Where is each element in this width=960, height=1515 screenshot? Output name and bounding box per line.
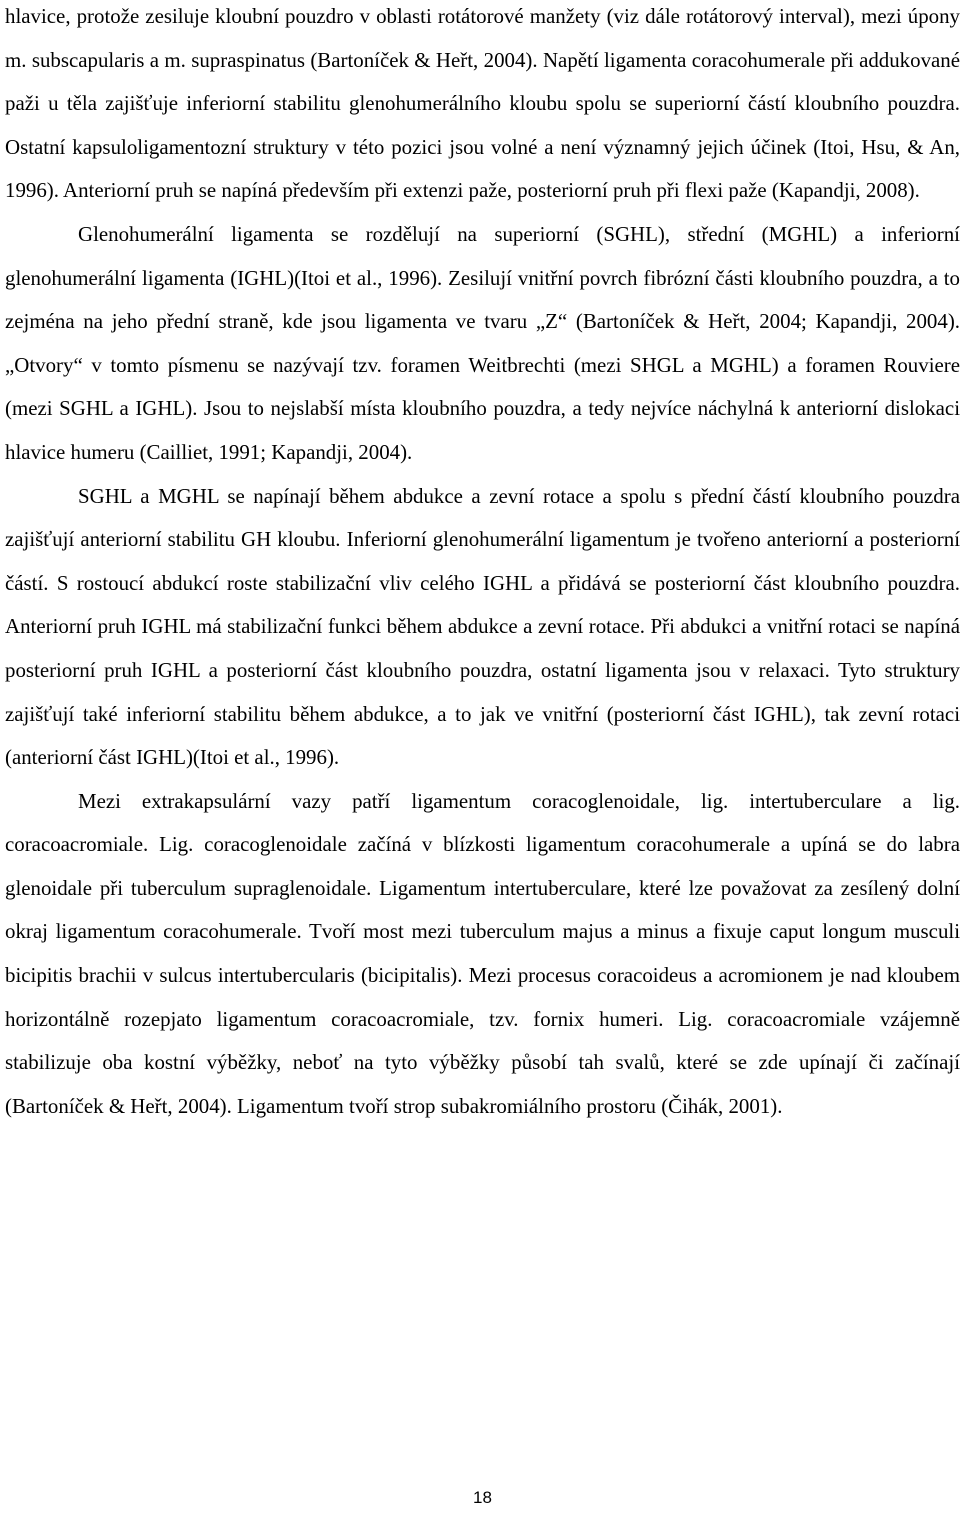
page-number: 18 [473,1488,492,1507]
paragraph-3: SGHL a MGHL se napínají během abdukce a zevní rotace a spolu s přední částí kloubního pouzdra zajišťují anteriorní stabilitu GH kloubu. Inferiorní glenohumerální ligamentum je tvořeno anteriorní a posteriorní částí. S rostoucí abdukcí roste stabilizační vliv celého IGHL a přidává se posteriorní část kloubního pouzdra. Anteriorní pruh IGHL má stabilizační funkci během abdukce a zevní rotace. Při abdukci a vnitřní rotaci se napíná posteriorní pruh IGHL a posteriorní část kloubního pouzdra, ostatní ligamenta jsou v relaxaci. Tyto struktury zajišťují také inferiorní stabilitu během abdukce, a to jak ve vnitřní (posteriorní část IGHL), tak zevní rotaci (anteriorní část IGHL)(Itoi et al., 1996). [5,483,960,770]
document-page [5,0,960,1515]
paragraph-4: Mezi extrakapsulární vazy patří ligamentum coracoglenoidale, lig. intertuberculare a lig. coracoacromiale. Lig. coracoglenoidale začíná v blízkosti ligamentum coracohumerale a upíná se do labra glenoidale při tuberculum supraglenoidale. Ligamentum intertuberculare, které lze považovat za zesílený dolní okraj ligamentum coracohumerale. Tvoří most mezi tuberculum majus a minus a fixuje caput longum musculi bicipitis brachii v sulcus intertubercularis (bicipitalis). Mezi procesus coracoideus a acromionem je nad kloubem horizontálně rozepjato ligamentum coracoacromiale, tzv. fornix humeri. Lig. coracoacromiale vzájemně stabilizuje oba kostní výběžky, neboť na tyto výběžky působí tah svalů, které se zde upínají či začínají (Bartoníček & Heřt, 2004). Ligamentum tvoří strop subakromiálního prostoru (Čihák, 2001). [5,788,960,1118]
paragraph-1: hlavice, protože zesiluje kloubní pouzdro v oblasti rotátorové manžety (viz dále rotátorový interval), mezi úpony m. subscapularis a m. supraspinatus (Bartoníček & Heřt, 2004). Napětí ligamenta coracohumerale při addukované paži u těla zajišťuje inferiorní stabilitu glenohumerálního kloubu spolu se superiorní částí kloubního pouzdra. Ostatní kapsuloligamentozní struktury v této pozici jsou volné a není významný jejich účinek (Itoi, Hsu, & An, 1996). Anteriorní pruh se napíná především při extenzi paže, posteriorní pruh při flexi paže (Kapandji, 2008). [5,4,960,203]
paragraph-2: Glenohumerální ligamenta se rozdělují na superiorní (SGHL), střední (MGHL) a inferiorní glenohumerální ligamenta (IGHL)(Itoi et al., 1996). Zesilují vnitřní povrch fibrózní části kloubního pouzdra, a to zejména na jeho přední straně, kde jsou ligamenta ve tvaru „Z“ (Bartoníček & Heřt, 2004; Kapandji, 2004). „Otvory“ v tomto písmenu se nazývají tzv. foramen Weitbrechti (mezi SHGL a MGHL) a foramen Rouviere (mezi SGHL a IGHL). Jsou to nejslabší místa kloubního pouzdra, a tedy nejvíce náchylná k anteriorní dislokaci hlavice humeru (Cailliet, 1991; Kapandji, 2004). [5,221,960,464]
body-text [5,0,960,1128]
